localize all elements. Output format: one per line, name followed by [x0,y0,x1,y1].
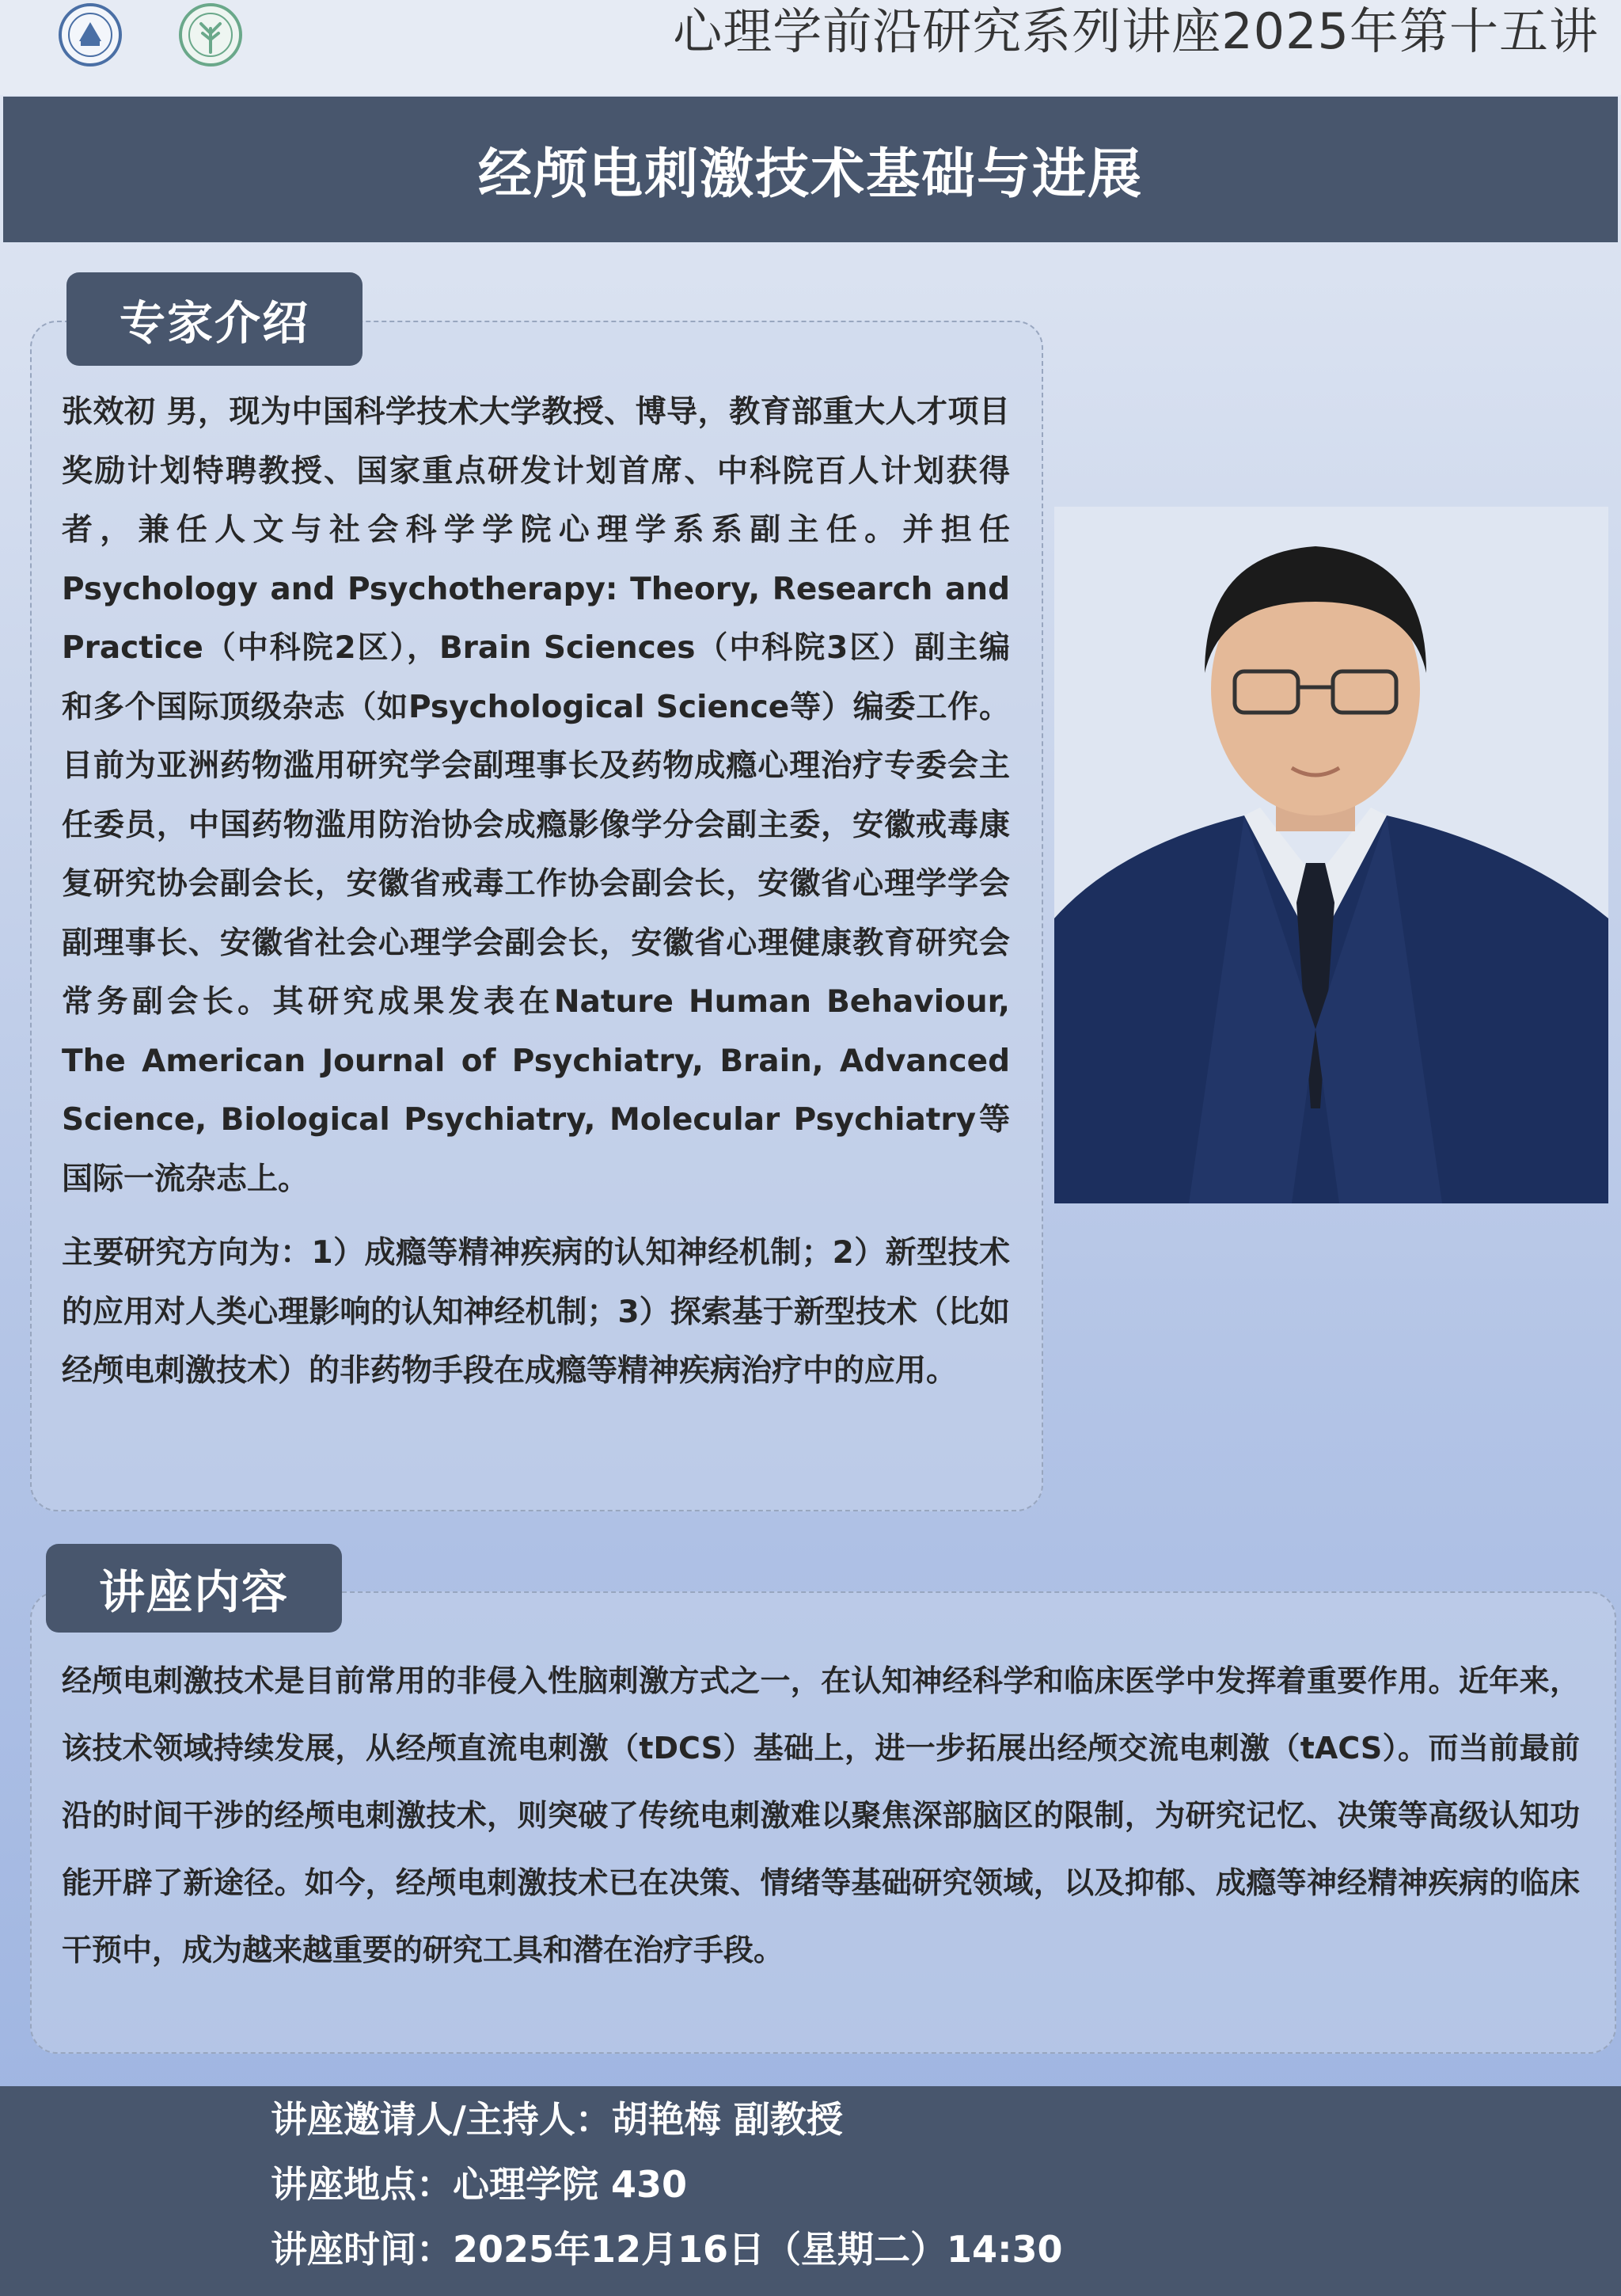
lecture-info-footer [0,2086,1621,2296]
lecture-series-title: 心理学前沿研究系列讲座2025年第十五讲 [673,2,1599,60]
university-seal-logo [49,2,131,68]
expert-intro-heading: 专家介绍 [66,272,363,366]
lecture-content-text: 经颅电刺激技术是目前常用的非侵入性脑刺激方式之一，在认知神经科学和临床医学中发挥着重要作用。近年来，该技术领域持续发展，从经颅直流电刺激（tDCS）基础上，进一步拓展出经颅交流电刺激（tACS）。而当前最前沿的时间干涉的经颅电刺激技术，则突破了传统电刺激难以聚焦深部脑区的限制，为研究记忆、决策等高级认知功能开辟了新途径。如今，经颅电刺激技术已在决策、情绪等基础研究领域，以及抑郁、成瘾等神经精神疾病的临床干预中，成为越来越重要的研究工具和潜在治疗手段。 [62,1663,1580,1967]
expert-portrait [1054,507,1608,1203]
school-tree-logo [169,2,252,68]
top-header-bar [0,0,1621,95]
expert-research-text: 主要研究方向为：1）成瘾等精神疾病的认知神经机制；2）新型技术的应用对人类心理影响的认知神经机制；3）探索基于新型技术（比如经颅电刺激技术）的非药物手段在成瘾等精神疾病治疗中的应用。 [62,1235,1010,1389]
expert-bio-text: 张效初 男，现为中国科学技术大学教授、博导，教育部重大人才项目奖励计划特聘教授、国家重点研发计划首席、中科院百人计划获得者，兼任人文与社会科学学院心理学系系副主任。并担任Psychology and Psychotherapy: Theory, Research and Practice（中科院2区），Brain Sciences（中科院3区）副主编和多个国际顶级杂志（如Psychological Science等）编委工作。目前为亚洲药物滥用研究学会副理事长及药物成瘾心理治疗专委会主任委员，中国药物滥用防治协会成瘾影像学分会副主委，安徽戒毒康复研究协会副会长，安徽省戒毒工作协会副会长，安徽省心理学学会副理事长、安徽省社会心理学会副会长，安徽省心理健康教育研究会常务副会长。其研究成果发表在Nature Human Behaviour, The American Journal of Psychiatry, Brain, Advanced Science, Biological Psychiatry, Molecular Psychiatry等国际一流杂志上。 [62,394,1010,1197]
lecture-time: 讲座时间：2025年12月16日（星期二）14:30 [271,2228,1063,2271]
title-band [3,97,1618,242]
lecture-host: 讲座邀请人/主持人：胡艳梅 副教授 [271,2098,843,2141]
lecture-main-title: 经颅电刺激技术基础与进展 [477,143,1143,206]
lecture-location: 讲座地点：心理学院 430 [271,2163,688,2206]
lecture-content-heading: 讲座内容 [46,1544,342,1633]
